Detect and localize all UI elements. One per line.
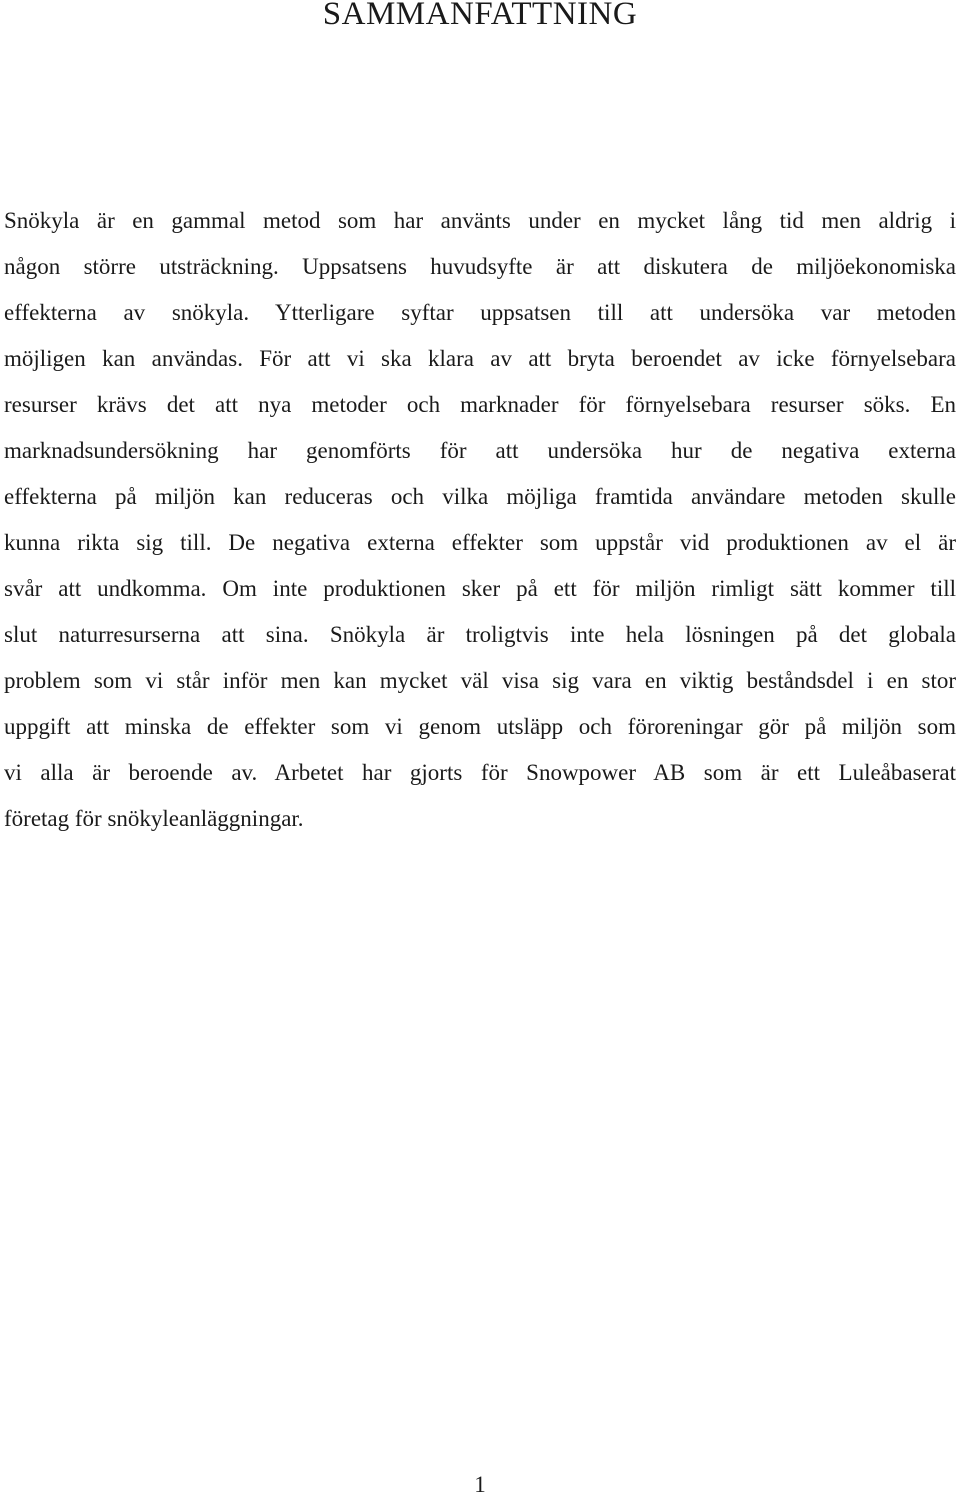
paragraph-line: Snökyla är en gammal metod som har använts under en mycket lång tid men aldrig i [4,208,956,233]
paragraph-line: kunna rikta sig till. De negativa externa effekter som uppstår vid produktionen av el är [4,530,956,555]
summary-paragraph [4,198,956,842]
paragraph-line: vi alla är beroende av. Arbetet har gjorts för Snowpower AB som är ett Luleåbaserat [4,760,956,785]
page-number: 1 [474,1472,486,1497]
page-title: SAMMANFATTNING [322,0,638,32]
paragraph-line: resurser krävs det att nya metoder och marknader för förnyelsebara resurser söks. En [4,392,956,417]
paragraph-line: marknadsundersökning har genomförts för att undersöka hur de negativa externa [4,438,956,463]
paragraph-line: effekterna av snökyla. Ytterligare syftar uppsatsen till att undersöka var metoden [4,300,956,325]
paragraph-line: uppgift att minska de effekter som vi genom utsläpp och föroreningar gör på miljön som [4,714,956,739]
paragraph-line: effekterna på miljön kan reduceras och vilka möjliga framtida användare metoden skulle [4,484,956,509]
paragraph-line: slut naturresurserna att sina. Snökyla är troligtvis inte hela lösningen på det globala [4,622,956,647]
paragraph-line: svår att undkomma. Om inte produktionen sker på ett för miljön rimligt sätt kommer till [4,576,956,601]
paragraph-line: möjligen kan användas. För att vi ska klara av att bryta beroendet av icke förnyelsebara [4,346,956,371]
paragraph-line: någon större utsträckning. Uppsatsens huvudsyfte är att diskutera de miljöekonomiska [4,254,956,279]
paragraph-line: företag för snökyleanläggningar. [4,806,304,831]
paragraph-line: problem som vi står inför men kan mycket väl visa sig vara en viktig beståndsdel i en stor [4,668,956,693]
